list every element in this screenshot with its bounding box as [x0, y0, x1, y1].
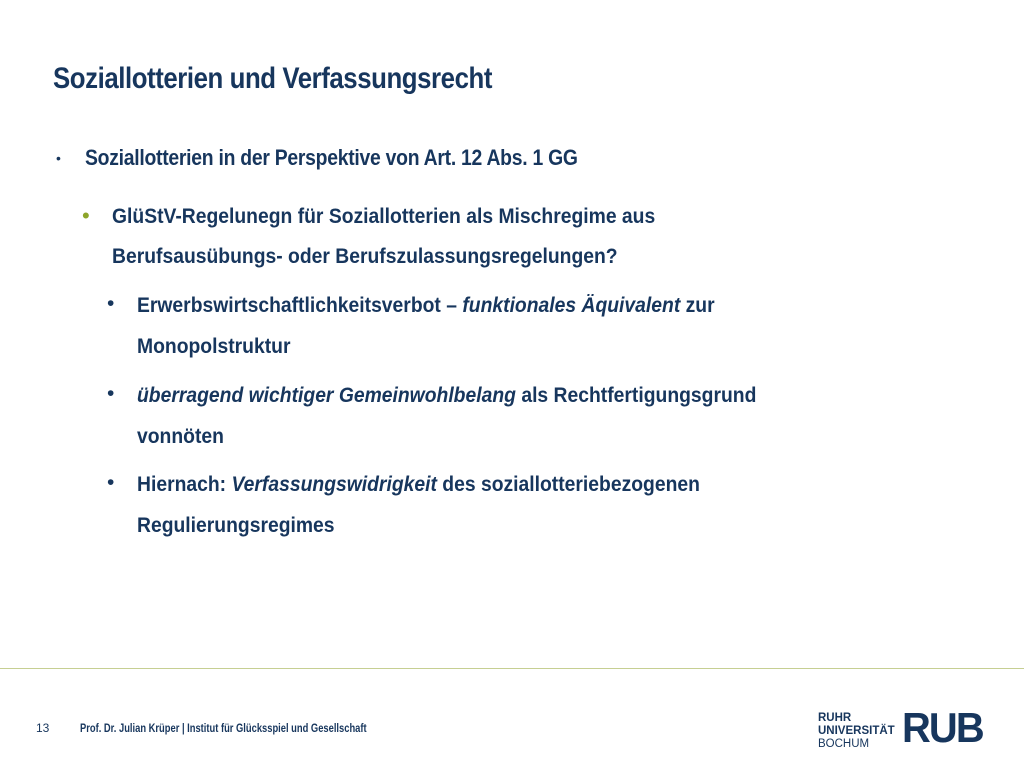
- bullet-text: [137, 464, 799, 546]
- slide-title: Soziallotterien und Verfassungsrecht: [53, 62, 493, 95]
- text-regular: zur Monopolstruktur: [137, 294, 715, 358]
- rub-logo: RUB: [902, 704, 983, 751]
- bullet-text: GlüStV-Regelunegn für Soziallotterien als Mischregime aus Berufsausübungs- oder Berufszulassungsregelungen?: [112, 205, 656, 268]
- logo-word: BOCHUM: [818, 738, 870, 750]
- bullet-text: Soziallotterien in der Perspektive von Art. 12 Abs. 1 GG: [85, 145, 578, 170]
- text-emphasis: funktionales Äquivalent: [462, 294, 681, 317]
- bullet-marker: •: [107, 292, 115, 315]
- logo-word: UNIVERSITÄT: [818, 725, 895, 737]
- bullet-marker: •: [107, 382, 115, 405]
- bullet-marker: •: [56, 150, 61, 166]
- text-emphasis: überragend wichtiger Gemeinwohlbelang: [137, 384, 516, 407]
- footer-divider: [0, 668, 1024, 669]
- bullet-marker: •: [107, 471, 115, 494]
- bullet-marker: •: [82, 203, 90, 228]
- bullet-text: [137, 285, 799, 367]
- text-emphasis: Verfassungswidrigkeit: [231, 473, 437, 496]
- bullet-text: [137, 375, 799, 457]
- page-number: 13: [36, 721, 50, 735]
- text-regular: als Rechtfertigungsgrund vonnöten: [137, 384, 757, 448]
- footer-author-line: Prof. Dr. Julian Krüper | Institut für Glücksspiel und Gesellschaft: [80, 721, 367, 735]
- text-regular: Hiernach:: [137, 473, 232, 496]
- text-regular: Erwerbswirtschaftlichkeitsverbot –: [137, 294, 463, 317]
- university-logo-wordmark: [818, 712, 895, 751]
- text-regular: des soziallotteriebezogenen Regulierungsregimes: [137, 473, 700, 537]
- logo-word: RUHR: [818, 712, 852, 724]
